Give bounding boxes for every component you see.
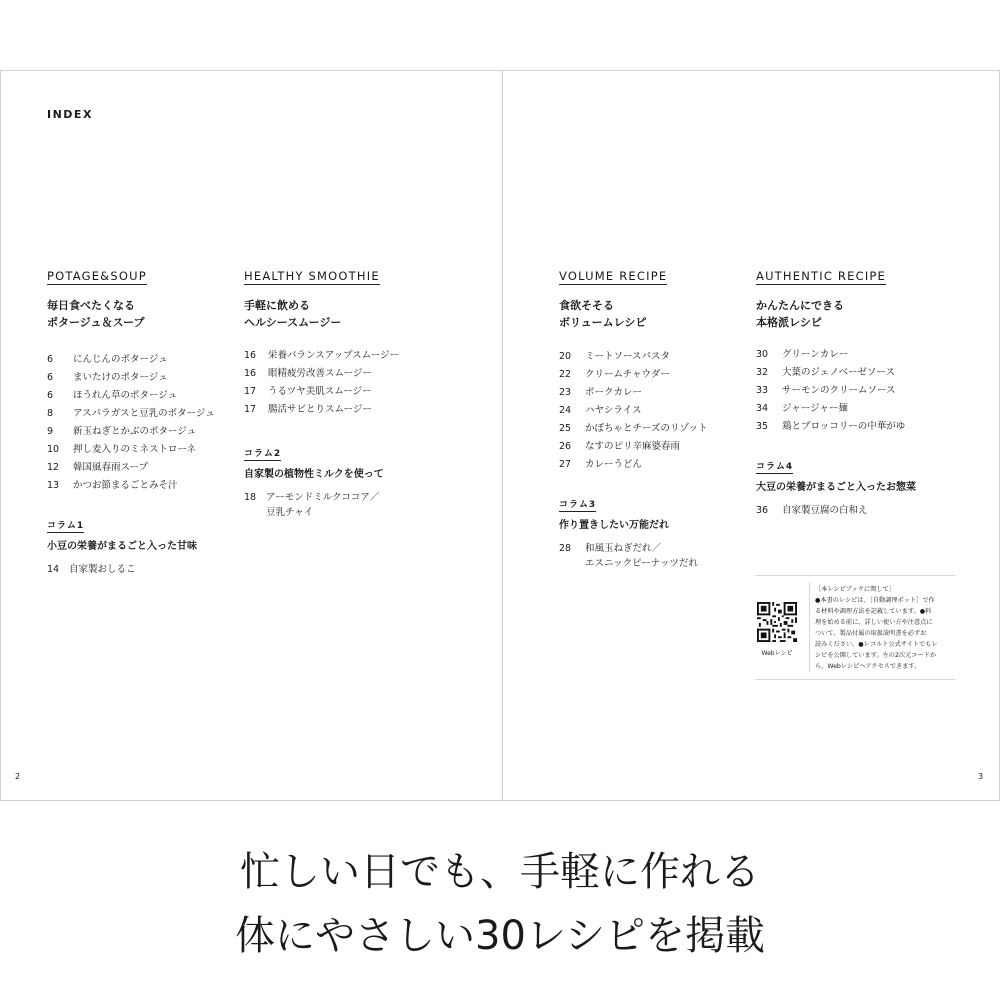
page-number: 36	[756, 505, 769, 516]
notice-line: 理を始める前に、詳しい使い方や注意点に	[815, 619, 933, 626]
tagline-line-2: 体にやさしい30レシピを掲載	[235, 913, 765, 959]
recipe-item[interactable]	[756, 346, 916, 364]
notice-text	[815, 584, 957, 672]
page-number: 30	[756, 349, 769, 360]
column-recipe[interactable]	[756, 503, 916, 518]
notice-line: 読みください。●レコルト公式サイトでもレ	[815, 641, 938, 648]
web-recipe-info-box	[755, 575, 955, 680]
page-gutter	[502, 70, 503, 801]
column-label: コラム1	[47, 521, 85, 531]
page-number: 16	[244, 368, 257, 379]
recipe-name: 鶏とブロッコリーの中華がゆ	[782, 421, 906, 432]
recipe-name: ハヤシライス	[585, 405, 642, 416]
recipe-item[interactable]	[559, 366, 707, 384]
subtitle-line: ポタージュ＆スープ	[47, 316, 145, 329]
page-number: 24	[559, 405, 572, 416]
recipe-name: 腸活サビとりスムージー	[268, 404, 372, 415]
page-number: 6	[47, 372, 54, 383]
qr-code-icon[interactable]	[757, 602, 797, 642]
section-smoothie	[244, 265, 399, 520]
column-recipe[interactable]	[559, 541, 707, 571]
notice-line: シピを公開しています。左の2次元コードか	[815, 652, 937, 659]
recipe-item[interactable]	[244, 347, 399, 365]
page-number: 34	[756, 403, 769, 414]
page-number: 28	[559, 543, 572, 554]
column-label: コラム4	[756, 462, 794, 472]
page-number: 6	[47, 354, 54, 365]
recipe-name: まいたけのポタージュ	[73, 372, 168, 383]
recipe-name: 和風玉ねぎだれ／	[585, 543, 662, 554]
recipe-item[interactable]	[756, 400, 916, 418]
page-number: 32	[756, 367, 769, 378]
notice-line: ついて、製品付属の取扱説明書を必ずお	[815, 630, 927, 637]
recipe-name: 大葉のジェノベーゼソース	[782, 367, 895, 378]
recipe-list	[756, 346, 916, 436]
page-number: 10	[47, 444, 60, 455]
page-number: 6	[47, 390, 54, 401]
page-number: 17	[244, 386, 257, 397]
recipe-name: 自家製豆腐の白和え	[782, 505, 868, 516]
column-block	[756, 454, 916, 518]
section-potage	[47, 265, 215, 577]
section-authentic	[756, 265, 916, 518]
recipe-name: ジャージャー麺	[782, 403, 848, 414]
recipe-item[interactable]	[47, 423, 215, 441]
column-title: 大豆の栄養がまるごと入ったお惣菜	[756, 482, 916, 493]
section-title: AUTHENTIC RECIPE	[756, 269, 887, 283]
section-title: VOLUME RECIPE	[559, 269, 668, 283]
recipe-name: ポークカレー	[585, 387, 643, 398]
page-number: 18	[244, 492, 257, 503]
page-number: 12	[47, 462, 60, 473]
column-title: 自家製の植物性ミルクを使って	[244, 469, 384, 480]
subtitle-line: かんたんにできる	[756, 299, 844, 312]
page-number: 33	[756, 385, 769, 396]
page-number: 20	[559, 351, 572, 362]
column-recipe[interactable]	[244, 490, 399, 520]
column-title: 小豆の栄養がまるごと入った甘味	[47, 541, 197, 552]
recipe-item[interactable]	[47, 369, 215, 387]
subtitle-line: 食欲そそる	[559, 299, 614, 312]
recipe-item[interactable]	[47, 351, 215, 369]
page-number: 26	[559, 441, 572, 452]
section-subtitle	[244, 297, 399, 331]
notice-line: ●本書のレシピは、［自動調理ポット］で作	[815, 597, 935, 604]
recipe-list	[559, 348, 707, 474]
recipe-item[interactable]	[756, 382, 916, 400]
recipe-name: エスニックピーナッツだれ	[585, 558, 699, 569]
section-subtitle	[559, 297, 707, 331]
column-label: コラム3	[559, 500, 597, 510]
page-number: 16	[244, 350, 257, 361]
recipe-item[interactable]	[244, 383, 399, 401]
recipe-item[interactable]	[47, 387, 215, 405]
recipe-item[interactable]	[756, 364, 916, 382]
subtitle-line: 手軽に飲める	[244, 299, 310, 312]
qr-area	[755, 602, 799, 657]
column-label: コラム2	[244, 449, 282, 459]
recipe-item[interactable]	[559, 456, 707, 474]
recipe-item[interactable]	[47, 405, 215, 423]
notice-line: ［本レシピブックに関して］	[815, 586, 895, 593]
page-number: 17	[244, 404, 257, 415]
recipe-name: 豆乳チャイ	[266, 507, 314, 518]
column-block	[559, 492, 707, 571]
recipe-name: かぼちゃとチーズのリゾット	[585, 423, 708, 434]
recipe-name: 新玉ねぎとかぶのポタージュ	[73, 426, 197, 437]
recipe-item[interactable]	[559, 420, 707, 438]
subtitle-line: 毎日食べたくなる	[47, 299, 135, 312]
notice-line: る材料や調理方法を記載しています。●料	[815, 608, 932, 615]
recipe-name: サーモンのクリームソース	[782, 385, 896, 396]
recipe-item[interactable]	[47, 459, 215, 477]
page-number: 13	[47, 480, 60, 491]
notice-line: ら、Webレシピへアクセスできます。	[815, 663, 921, 670]
recipe-item[interactable]	[559, 402, 707, 420]
recipe-name: カレーうどん	[585, 459, 643, 470]
recipe-name: 栄養バランスアップスムージー	[268, 350, 400, 361]
section-title: HEALTHY SMOOTHIE	[244, 269, 380, 283]
recipe-name: 韓国風春雨スープ	[73, 462, 149, 473]
recipe-name: アスパラガスと豆乳のポタージュ	[73, 408, 215, 419]
column-recipe[interactable]	[47, 562, 215, 577]
subtitle-line: ボリュームレシピ	[559, 316, 647, 329]
page-number: 8	[47, 408, 54, 419]
tagline-line-1: 忙しい日でも、手軽に作れる	[240, 849, 760, 895]
recipe-name: にんじんのポタージュ	[73, 354, 168, 365]
recipe-list	[47, 351, 215, 495]
page-number: 14	[47, 564, 60, 575]
recipe-name: 自家製おしるこ	[69, 564, 136, 575]
recipe-name: ミートソースパスタ	[585, 351, 671, 362]
recipe-name: かつお節まるごとみそ汁	[73, 480, 178, 491]
recipe-name: うるツヤ美肌スムージー	[268, 386, 372, 397]
right-page-number: 3	[978, 772, 984, 781]
section-subtitle	[47, 297, 215, 331]
subtitle-line: ヘルシースムージー	[244, 316, 342, 329]
divider	[809, 582, 810, 672]
recipe-name: ほうれん草のポタージュ	[73, 390, 178, 401]
recipe-name: アーモンドミルクココア／	[266, 492, 380, 503]
section-subtitle	[756, 297, 916, 331]
page-number: 9	[47, 426, 54, 437]
recipe-name: クリームチャウダー	[585, 369, 670, 380]
recipe-list	[244, 347, 399, 419]
column-block	[244, 441, 399, 520]
recipe-item[interactable]	[47, 477, 215, 495]
recipe-item[interactable]	[559, 348, 707, 366]
recipe-item[interactable]	[244, 401, 399, 419]
recipe-item[interactable]	[559, 438, 707, 456]
qr-caption: Webレシピ	[761, 650, 793, 657]
section-volume	[559, 265, 707, 571]
page-number: 27	[559, 459, 572, 470]
recipe-item[interactable]	[47, 441, 215, 459]
page-number: 25	[559, 423, 572, 434]
recipe-item[interactable]	[244, 365, 399, 383]
index-title: INDEX	[47, 108, 93, 121]
section-title: POTAGE&SOUP	[47, 269, 147, 283]
recipe-item[interactable]	[559, 384, 707, 402]
subtitle-line: 本格派レシピ	[756, 316, 822, 329]
page-number: 35	[756, 421, 769, 432]
recipe-item[interactable]	[756, 418, 916, 436]
column-block	[47, 513, 215, 577]
recipe-name: なすのピリ辛麻婆春雨	[585, 441, 681, 452]
page-number: 22	[559, 369, 572, 380]
column-title: 作り置きしたい万能だれ	[559, 520, 669, 531]
recipe-name: グリーンカレー	[782, 349, 849, 360]
page-number: 23	[559, 387, 572, 398]
left-page-number: 2	[15, 772, 21, 781]
recipe-name: 押し麦入りのミネストローネ	[73, 444, 197, 455]
recipe-name: 眼精疲労改善スムージー	[268, 368, 372, 379]
